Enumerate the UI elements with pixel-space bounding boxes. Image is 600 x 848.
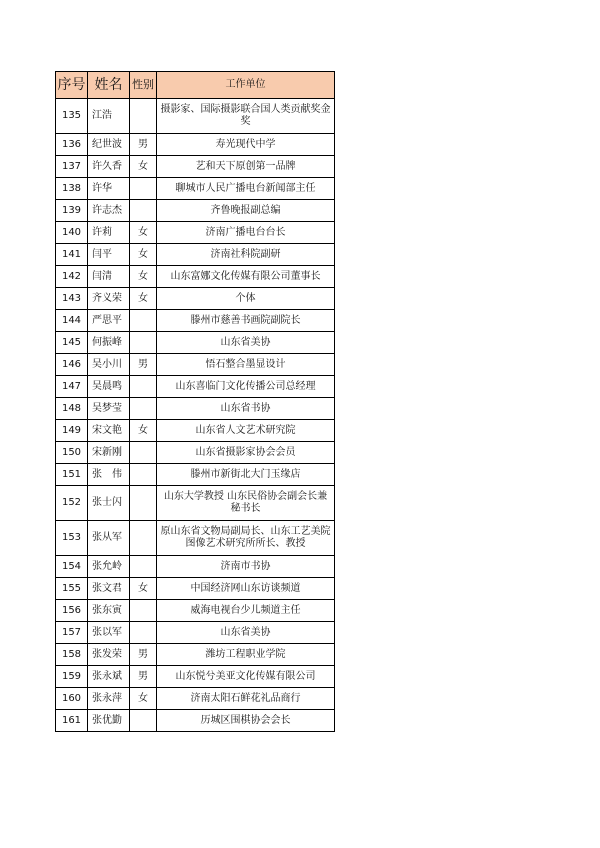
header-no: 序号 xyxy=(56,72,88,99)
cell-name: 吴梦莹 xyxy=(88,398,130,420)
cell-unit: 聊城市人民广播电台新闻部主任 xyxy=(157,178,335,200)
cell-unit: 济南市书协 xyxy=(157,556,335,578)
table-row xyxy=(56,288,335,310)
header-name: 姓名 xyxy=(88,72,130,99)
cell-name: 吴晨鸣 xyxy=(88,376,130,398)
table-row xyxy=(56,600,335,622)
cell-name: 张 伟 xyxy=(88,464,130,486)
cell-gender xyxy=(130,178,157,200)
table-row xyxy=(56,622,335,644)
cell-unit: 山东省人文艺术研究院 xyxy=(157,420,335,442)
cell-unit: 山东喜临门文化传播公司总经理 xyxy=(157,376,335,398)
cell-gender: 女 xyxy=(130,288,157,310)
cell-unit: 个体 xyxy=(157,288,335,310)
cell-unit: 威海电视台少儿频道主任 xyxy=(157,600,335,622)
cell-no: 147 xyxy=(56,376,88,398)
cell-name: 张允岭 xyxy=(88,556,130,578)
cell-no: 156 xyxy=(56,600,88,622)
cell-name: 张士闪 xyxy=(88,486,130,521)
table-row xyxy=(56,442,335,464)
cell-name: 纪世波 xyxy=(88,134,130,156)
cell-no: 144 xyxy=(56,310,88,332)
cell-gender: 女 xyxy=(130,244,157,266)
table-row xyxy=(56,156,335,178)
cell-gender xyxy=(130,600,157,622)
cell-name: 许志杰 xyxy=(88,200,130,222)
cell-name: 吴小川 xyxy=(88,354,130,376)
table-row xyxy=(56,376,335,398)
cell-no: 145 xyxy=(56,332,88,354)
table-row xyxy=(56,244,335,266)
cell-gender xyxy=(130,710,157,732)
table-row xyxy=(56,420,335,442)
cell-gender xyxy=(130,442,157,464)
table-row xyxy=(56,556,335,578)
cell-gender: 女 xyxy=(130,578,157,600)
cell-no: 137 xyxy=(56,156,88,178)
cell-name: 张文君 xyxy=(88,578,130,600)
member-table xyxy=(55,71,335,732)
cell-no: 142 xyxy=(56,266,88,288)
cell-no: 151 xyxy=(56,464,88,486)
cell-unit: 济南广播电台台长 xyxy=(157,222,335,244)
cell-no: 141 xyxy=(56,244,88,266)
cell-gender xyxy=(130,376,157,398)
cell-no: 136 xyxy=(56,134,88,156)
cell-name: 宋新刚 xyxy=(88,442,130,464)
table-row xyxy=(56,578,335,600)
cell-no: 159 xyxy=(56,666,88,688)
cell-gender: 女 xyxy=(130,222,157,244)
table-row xyxy=(56,354,335,376)
cell-unit: 齐鲁晚报副总编 xyxy=(157,200,335,222)
cell-unit: 中国经济网山东访谈频道 xyxy=(157,578,335,600)
cell-no: 138 xyxy=(56,178,88,200)
cell-name: 闫清 xyxy=(88,266,130,288)
cell-no: 161 xyxy=(56,710,88,732)
cell-unit: 山东大学教授 山东民俗协会副会长兼秘书长 xyxy=(157,486,335,521)
table-row xyxy=(56,200,335,222)
cell-gender xyxy=(130,556,157,578)
table-row xyxy=(56,521,335,556)
cell-no: 148 xyxy=(56,398,88,420)
cell-gender: 男 xyxy=(130,134,157,156)
cell-gender: 男 xyxy=(130,354,157,376)
cell-unit: 济南太阳石鲜花礼品商行 xyxy=(157,688,335,710)
cell-no: 140 xyxy=(56,222,88,244)
cell-name: 宋文艳 xyxy=(88,420,130,442)
cell-unit: 艺和天下原创第一品牌 xyxy=(157,156,335,178)
table-row xyxy=(56,332,335,354)
cell-no: 150 xyxy=(56,442,88,464)
cell-no: 149 xyxy=(56,420,88,442)
table-row xyxy=(56,266,335,288)
cell-no: 154 xyxy=(56,556,88,578)
cell-no: 146 xyxy=(56,354,88,376)
cell-no: 139 xyxy=(56,200,88,222)
cell-no: 158 xyxy=(56,644,88,666)
cell-gender: 女 xyxy=(130,420,157,442)
cell-no: 155 xyxy=(56,578,88,600)
cell-unit: 山东省美协 xyxy=(157,622,335,644)
cell-unit: 潍坊工程职业学院 xyxy=(157,644,335,666)
table-row xyxy=(56,222,335,244)
cell-unit: 原山东省文物局副局长、山东工艺美院图像艺术研究所所长、教授 xyxy=(157,521,335,556)
cell-name: 严思平 xyxy=(88,310,130,332)
header-unit: 工作单位 xyxy=(157,72,335,99)
cell-no: 152 xyxy=(56,486,88,521)
cell-no: 157 xyxy=(56,622,88,644)
cell-name: 张以军 xyxy=(88,622,130,644)
cell-unit: 山东悦兮美亚文化传媒有限公司 xyxy=(157,666,335,688)
cell-name: 张发荣 xyxy=(88,644,130,666)
table-row xyxy=(56,310,335,332)
cell-unit: 悟石整合墨显设计 xyxy=(157,354,335,376)
cell-no: 135 xyxy=(56,99,88,134)
cell-name: 闫平 xyxy=(88,244,130,266)
cell-unit: 摄影家、国际摄影联合国人类贡献奖金奖 xyxy=(157,99,335,134)
header-gender: 性别 xyxy=(130,72,157,99)
cell-gender xyxy=(130,464,157,486)
table-row xyxy=(56,666,335,688)
cell-gender: 女 xyxy=(130,688,157,710)
cell-name: 江浩 xyxy=(88,99,130,134)
cell-name: 何振峰 xyxy=(88,332,130,354)
cell-unit: 滕州市新街北大门玉缘店 xyxy=(157,464,335,486)
table-row xyxy=(56,710,335,732)
cell-name: 张永斌 xyxy=(88,666,130,688)
cell-no: 143 xyxy=(56,288,88,310)
table-row xyxy=(56,644,335,666)
cell-gender xyxy=(130,521,157,556)
cell-gender xyxy=(130,622,157,644)
cell-unit: 寿光现代中学 xyxy=(157,134,335,156)
cell-unit: 山东省书协 xyxy=(157,398,335,420)
header-row xyxy=(56,72,335,99)
cell-no: 160 xyxy=(56,688,88,710)
cell-name: 齐义荣 xyxy=(88,288,130,310)
cell-unit: 济南社科院副研 xyxy=(157,244,335,266)
cell-unit: 山东省摄影家协会会员 xyxy=(157,442,335,464)
cell-gender: 男 xyxy=(130,666,157,688)
table-row xyxy=(56,178,335,200)
cell-unit: 滕州市慈善书画院副院长 xyxy=(157,310,335,332)
cell-name: 许华 xyxy=(88,178,130,200)
table-row xyxy=(56,99,335,134)
table-row xyxy=(56,486,335,521)
cell-name: 许莉 xyxy=(88,222,130,244)
cell-gender xyxy=(130,398,157,420)
cell-gender: 女 xyxy=(130,266,157,288)
cell-unit: 山东省美协 xyxy=(157,332,335,354)
cell-name: 张永萍 xyxy=(88,688,130,710)
cell-gender: 男 xyxy=(130,644,157,666)
cell-name: 张从军 xyxy=(88,521,130,556)
cell-unit: 历城区围棋协会会长 xyxy=(157,710,335,732)
cell-name: 许久香 xyxy=(88,156,130,178)
table-row xyxy=(56,464,335,486)
cell-gender: 女 xyxy=(130,156,157,178)
cell-gender xyxy=(130,332,157,354)
table-row xyxy=(56,134,335,156)
cell-unit: 山东富娜文化传媒有限公司董事长 xyxy=(157,266,335,288)
cell-gender xyxy=(130,486,157,521)
table-row xyxy=(56,398,335,420)
cell-name: 张优勤 xyxy=(88,710,130,732)
table-row xyxy=(56,688,335,710)
cell-gender xyxy=(130,99,157,134)
cell-name: 张东寅 xyxy=(88,600,130,622)
cell-no: 153 xyxy=(56,521,88,556)
cell-gender xyxy=(130,310,157,332)
cell-gender xyxy=(130,200,157,222)
